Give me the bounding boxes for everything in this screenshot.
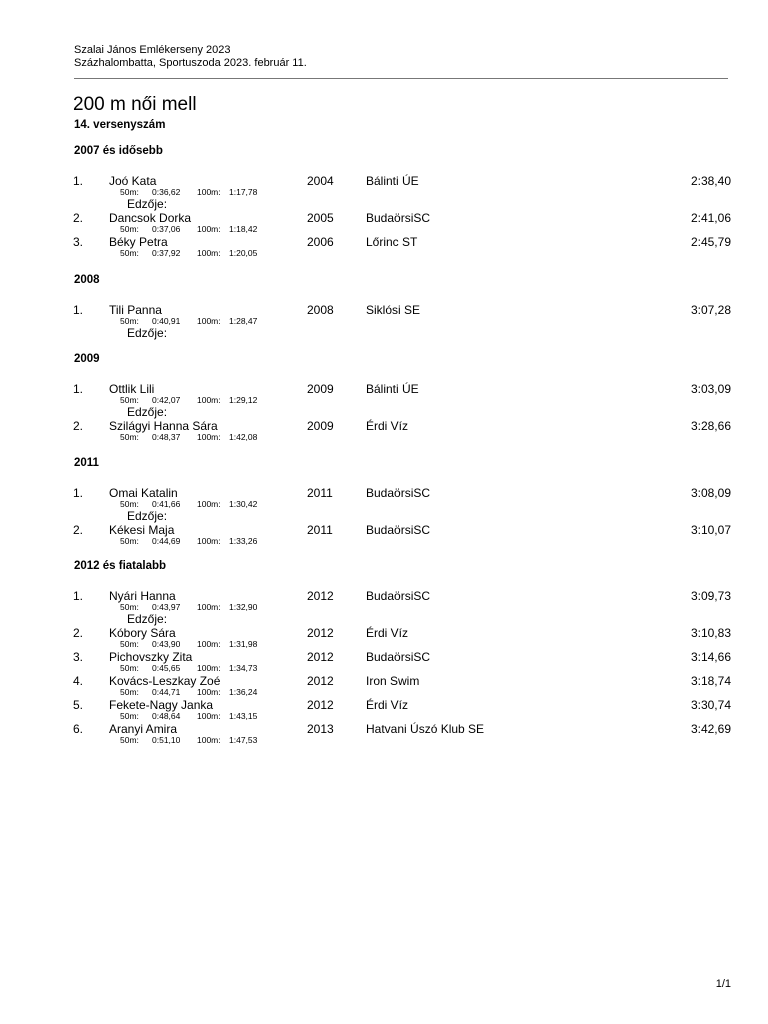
split-50m-time: 0:36,62 xyxy=(152,187,181,197)
split-50m-time: 0:51,10 xyxy=(152,735,181,745)
split-50m-label: 50m: xyxy=(120,639,139,649)
page-number: 1/1 xyxy=(715,978,731,990)
result-row xyxy=(0,674,768,688)
result-row xyxy=(0,722,768,736)
split-100m-time: 1:18,42 xyxy=(229,224,258,234)
split-50m-time: 0:40,91 xyxy=(152,316,181,326)
club-name: BudaörsiSC xyxy=(366,650,431,664)
age-group-title: 2012 és fiatalabb xyxy=(74,560,167,572)
swimmer-name: Béky Petra xyxy=(109,235,168,249)
split-100m-time: 1:33,26 xyxy=(229,536,258,546)
final-time: 3:09,73 xyxy=(690,589,731,603)
result-row xyxy=(0,303,768,317)
split-50m-time: 0:41,66 xyxy=(152,499,181,509)
split-50m-label: 50m: xyxy=(120,735,139,745)
result-row xyxy=(0,589,768,603)
split-50m-label: 50m: xyxy=(120,187,139,197)
result-place: 1. xyxy=(73,174,84,188)
split-50m-label: 50m: xyxy=(120,395,139,405)
split-times xyxy=(0,536,768,546)
split-100m-label: 100m: xyxy=(197,499,221,509)
result-row xyxy=(0,174,768,188)
birth-year: 2008 xyxy=(307,303,334,317)
club-name: Érdi Víz xyxy=(366,419,409,433)
split-50m-label: 50m: xyxy=(120,224,139,234)
final-time: 3:10,83 xyxy=(690,626,731,640)
split-times xyxy=(0,735,768,745)
result-row xyxy=(0,698,768,712)
result-row xyxy=(0,650,768,664)
split-times xyxy=(0,248,768,258)
split-100m-label: 100m: xyxy=(197,432,221,442)
swimmer-name: Joó Kata xyxy=(109,174,157,188)
split-50m-time: 0:48,37 xyxy=(152,432,181,442)
club-name: Bálinti ÚE xyxy=(366,174,419,188)
split-50m-label: 50m: xyxy=(120,499,139,509)
birth-year: 2004 xyxy=(307,174,334,188)
result-row xyxy=(0,382,768,396)
result-place: 1. xyxy=(73,486,84,500)
birth-year: 2012 xyxy=(307,589,334,603)
split-100m-label: 100m: xyxy=(197,687,221,697)
final-time: 3:14,66 xyxy=(690,650,731,664)
split-50m-label: 50m: xyxy=(120,687,139,697)
birth-year: 2006 xyxy=(307,235,334,249)
split-times xyxy=(0,499,768,509)
result-row xyxy=(0,486,768,500)
birth-year: 2011 xyxy=(307,486,333,500)
split-50m-time: 0:44,69 xyxy=(152,536,181,546)
split-50m-time: 0:48,64 xyxy=(152,711,181,721)
result-place: 2. xyxy=(73,626,84,640)
birth-year: 2009 xyxy=(307,419,334,433)
split-100m-time: 1:36,24 xyxy=(229,687,258,697)
split-50m-time: 0:45,65 xyxy=(152,663,181,673)
split-50m-time: 0:43,97 xyxy=(152,602,181,612)
split-100m-label: 100m: xyxy=(197,663,221,673)
coach-label: Edzője: xyxy=(127,509,168,523)
club-name: BudaörsiSC xyxy=(366,486,431,500)
split-times xyxy=(0,316,768,326)
split-100m-label: 100m: xyxy=(197,735,221,745)
split-100m-label: 100m: xyxy=(197,224,221,234)
split-50m-label: 50m: xyxy=(120,663,139,673)
result-row xyxy=(0,419,768,433)
split-100m-label: 100m: xyxy=(197,248,221,258)
final-time: 3:28,66 xyxy=(690,419,731,433)
result-place: 2. xyxy=(73,211,84,225)
age-group-title: 2007 és idősebb xyxy=(74,145,163,157)
club-name: BudaörsiSC xyxy=(366,523,431,537)
final-time: 2:41,06 xyxy=(690,211,731,225)
result-place: 2. xyxy=(73,523,84,537)
split-times xyxy=(0,663,768,673)
age-group-title: 2008 xyxy=(74,274,100,286)
event-number: 14. versenyszám xyxy=(74,119,166,131)
split-50m-label: 50m: xyxy=(120,711,139,721)
age-group-title: 2011 xyxy=(74,457,99,469)
swimmer-name: Kékesi Maja xyxy=(109,523,175,537)
club-name: Iron Swim xyxy=(366,674,420,688)
split-times xyxy=(0,711,768,721)
swimmer-name: Dancsok Dorka xyxy=(109,211,192,225)
coach-label: Edzője: xyxy=(127,612,168,626)
result-place: 2. xyxy=(73,419,84,433)
coach-label: Edzője: xyxy=(127,197,168,211)
split-times xyxy=(0,224,768,234)
club-name: BudaörsiSC xyxy=(366,211,431,225)
split-50m-time: 0:42,07 xyxy=(152,395,181,405)
split-times xyxy=(0,432,768,442)
birth-year: 2009 xyxy=(307,382,334,396)
split-100m-time: 1:32,90 xyxy=(229,602,258,612)
final-time: 2:45,79 xyxy=(690,235,731,249)
competition-title: Szalai János Emlékerseny 2023 xyxy=(74,44,231,56)
result-place: 3. xyxy=(73,650,84,664)
result-place: 6. xyxy=(73,722,84,736)
split-100m-time: 1:20,05 xyxy=(229,248,258,258)
age-group-title: 2009 xyxy=(74,353,100,365)
birth-year: 2012 xyxy=(307,650,334,664)
result-place: 4. xyxy=(73,674,84,688)
split-100m-time: 1:29,12 xyxy=(229,395,258,405)
swimmer-name: Szilágyi Hanna Sára xyxy=(109,419,218,433)
split-100m-label: 100m: xyxy=(197,602,221,612)
final-time: 3:18,74 xyxy=(690,674,731,688)
result-place: 1. xyxy=(73,303,84,317)
split-100m-label: 100m: xyxy=(197,711,221,721)
final-time: 3:08,09 xyxy=(690,486,731,500)
result-row xyxy=(0,235,768,249)
split-50m-label: 50m: xyxy=(120,602,139,612)
split-times xyxy=(0,187,768,197)
birth-year: 2012 xyxy=(307,698,334,712)
swimmer-name: Nyári Hanna xyxy=(109,589,176,603)
swimmer-name: Omai Katalin xyxy=(109,486,178,500)
swimmer-name: Aranyi Amira xyxy=(109,722,178,736)
split-100m-label: 100m: xyxy=(197,316,221,326)
split-50m-time: 0:44,71 xyxy=(152,687,181,697)
final-time: 3:07,28 xyxy=(690,303,731,317)
result-place: 1. xyxy=(73,589,84,603)
split-100m-time: 1:28,47 xyxy=(229,316,258,326)
swimmer-name: Tili Panna xyxy=(109,303,162,317)
split-50m-label: 50m: xyxy=(120,432,139,442)
split-100m-label: 100m: xyxy=(197,639,221,649)
club-name: Érdi Víz xyxy=(366,626,409,640)
split-100m-label: 100m: xyxy=(197,187,221,197)
swimmer-name: Kóbory Sára xyxy=(109,626,176,640)
birth-year: 2011 xyxy=(307,523,333,537)
birth-year: 2013 xyxy=(307,722,334,736)
club-name: Lőrinc ST xyxy=(366,235,418,249)
split-100m-time: 1:43,15 xyxy=(229,711,258,721)
club-name: Hatvani Úszó Klub SE xyxy=(366,722,485,736)
final-time: 3:30,74 xyxy=(690,698,731,712)
final-time: 3:42,69 xyxy=(690,722,731,736)
club-name: Siklósi SE xyxy=(366,303,421,317)
swimmer-name: Pichovszky Zita xyxy=(109,650,193,664)
split-times xyxy=(0,687,768,697)
result-row xyxy=(0,211,768,225)
venue-date: Százhalombatta, Sportuszoda 2023. február 11. xyxy=(74,57,307,69)
split-100m-time: 1:34,73 xyxy=(229,663,258,673)
result-place: 1. xyxy=(73,382,84,396)
split-100m-time: 1:31,98 xyxy=(229,639,258,649)
split-50m-label: 50m: xyxy=(120,536,139,546)
split-50m-time: 0:43,90 xyxy=(152,639,181,649)
final-time: 3:03,09 xyxy=(690,382,731,396)
birth-year: 2012 xyxy=(307,674,334,688)
split-100m-time: 1:17,78 xyxy=(229,187,258,197)
coach-label: Edzője: xyxy=(127,405,168,419)
swimmer-name: Fekete-Nagy Janka xyxy=(109,698,214,712)
club-name: Bálinti ÚE xyxy=(366,382,419,396)
event-title: 200 m női mell xyxy=(73,94,197,115)
swimmer-name: Kovács-Leszkay Zoé xyxy=(109,674,221,688)
result-row xyxy=(0,523,768,537)
split-50m-time: 0:37,92 xyxy=(152,248,181,258)
split-50m-time: 0:37,06 xyxy=(152,224,181,234)
split-times xyxy=(0,395,768,405)
split-100m-time: 1:42,08 xyxy=(229,432,258,442)
coach-label: Edzője: xyxy=(127,326,168,340)
final-time: 2:38,40 xyxy=(690,174,731,188)
split-50m-label: 50m: xyxy=(120,316,139,326)
split-100m-time: 1:47,53 xyxy=(229,735,258,745)
birth-year: 2005 xyxy=(307,211,334,225)
result-place: 5. xyxy=(73,698,84,712)
result-row xyxy=(0,626,768,640)
header-divider xyxy=(74,78,728,79)
birth-year: 2012 xyxy=(307,626,334,640)
result-place: 3. xyxy=(73,235,84,249)
split-100m-label: 100m: xyxy=(197,536,221,546)
split-times xyxy=(0,639,768,649)
swimmer-name: Ottlik Lili xyxy=(109,382,155,396)
split-100m-time: 1:30,42 xyxy=(229,499,258,509)
split-times xyxy=(0,602,768,612)
club-name: Érdi Víz xyxy=(366,698,409,712)
split-50m-label: 50m: xyxy=(120,248,139,258)
final-time: 3:10,07 xyxy=(690,523,731,537)
split-100m-label: 100m: xyxy=(197,395,221,405)
club-name: BudaörsiSC xyxy=(366,589,431,603)
